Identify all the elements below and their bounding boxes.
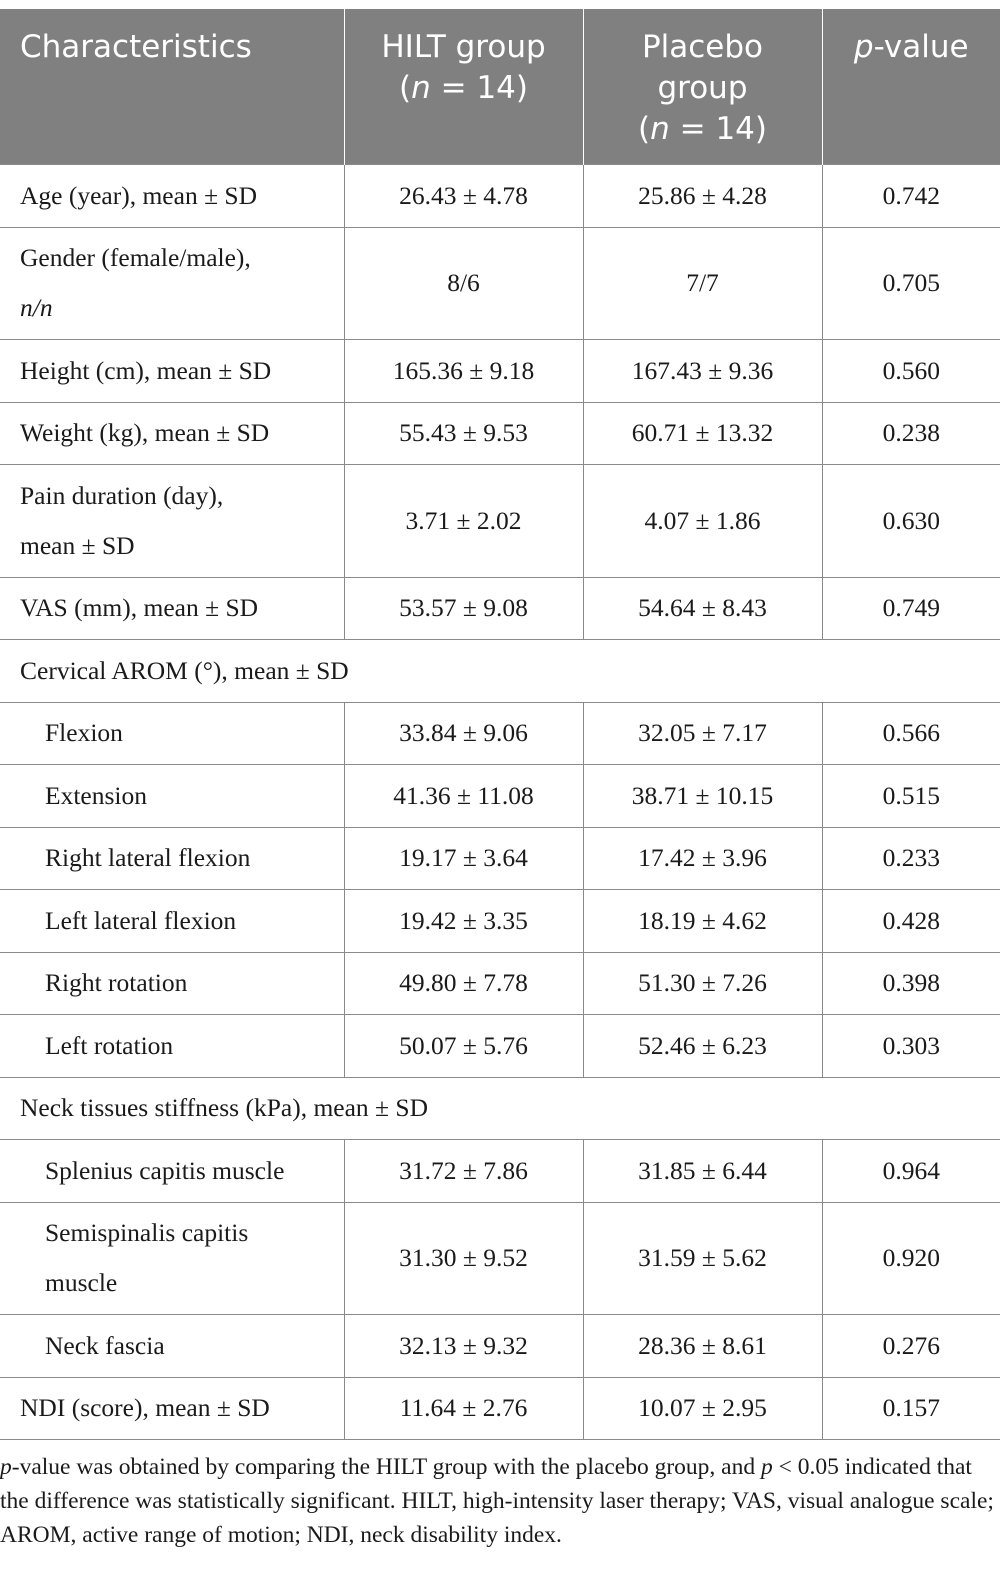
footnote-text1: -value was obtained by comparing the HILT group with the placebo group, and [11, 1454, 761, 1480]
hilt-value: 11.64 ± 2.76 [344, 1377, 583, 1440]
placebo-value: 7/7 [583, 227, 822, 340]
footnote-text2: < 0.05 indicated that the difference was statistically significant. HILT, high-intensity laser therapy; VAS, visual analogue scale; AROM, active range of motion; NDI, neck disability index. [0, 1454, 994, 1548]
placebo-value: 54.64 ± 8.43 [583, 577, 822, 640]
header-p-italic: p [853, 29, 874, 65]
hilt-value: 41.36 ± 11.08 [344, 765, 583, 828]
row-label: Flexion [0, 702, 344, 765]
row-label: Age (year), mean ± SD [0, 165, 344, 228]
placebo-value: 52.46 ± 6.23 [583, 1015, 822, 1078]
footnote-p2: p [760, 1454, 773, 1480]
footnote-p1: p [0, 1454, 12, 1480]
table-row [0, 702, 1000, 765]
table-row [0, 765, 1000, 828]
hilt-value: 50.07 ± 5.76 [344, 1015, 583, 1078]
placebo-value: 28.36 ± 8.61 [583, 1315, 822, 1378]
placebo-value: 32.05 ± 7.17 [583, 702, 822, 765]
table-row [0, 1202, 1000, 1315]
placebo-value: 31.59 ± 5.62 [583, 1202, 822, 1315]
row-label: Splenius capitis muscle [0, 1140, 344, 1203]
hilt-value: 32.13 ± 9.32 [344, 1315, 583, 1378]
p-value: 0.157 [822, 1377, 1000, 1440]
hilt-value: 31.30 ± 9.52 [344, 1202, 583, 1315]
hilt-value: 53.57 ± 9.08 [344, 577, 583, 640]
p-value: 0.233 [822, 827, 1000, 890]
header-placebo-group: Placebo group (n = 14) [583, 9, 822, 165]
hilt-value: 55.43 ± 9.53 [344, 402, 583, 465]
table-row [0, 577, 1000, 640]
placebo-value: 51.30 ± 7.26 [583, 952, 822, 1015]
row-label-n: n/n [20, 293, 53, 323]
p-value: 0.428 [822, 890, 1000, 953]
p-value: 0.705 [822, 227, 1000, 340]
header-placebo-n: n [650, 111, 670, 147]
table-row [0, 1140, 1000, 1203]
table-footnote [0, 1450, 1000, 1552]
table-row [0, 890, 1000, 953]
row-label: Height (cm), mean ± SD [0, 340, 344, 403]
row-label: Weight (kg), mean ± SD [0, 402, 344, 465]
placebo-value: 4.07 ± 1.86 [583, 465, 822, 578]
p-value: 0.749 [822, 577, 1000, 640]
p-value: 0.920 [822, 1202, 1000, 1315]
placebo-value: 38.71 ± 10.15 [583, 765, 822, 828]
section-label: Neck tissues stiffness (kPa), mean ± SD [0, 1077, 1000, 1140]
row-label [0, 227, 344, 340]
header-p-value [822, 9, 1000, 165]
placebo-value: 17.42 ± 3.96 [583, 827, 822, 890]
row-label: Left rotation [0, 1015, 344, 1078]
p-value: 0.276 [822, 1315, 1000, 1378]
hilt-value: 3.71 ± 2.02 [344, 465, 583, 578]
header-placebo-line1: Placebo [641, 29, 764, 65]
p-value: 0.303 [822, 1015, 1000, 1078]
table-row [0, 827, 1000, 890]
table-row [0, 227, 1000, 340]
header-row [0, 9, 1000, 165]
table-row [0, 402, 1000, 465]
hilt-value: 165.36 ± 9.18 [344, 340, 583, 403]
placebo-value: 167.43 ± 9.36 [583, 340, 822, 403]
hilt-value: 19.17 ± 3.64 [344, 827, 583, 890]
p-value: 0.560 [822, 340, 1000, 403]
p-value: 0.238 [822, 402, 1000, 465]
row-label: Right rotation [0, 952, 344, 1015]
p-value: 0.566 [822, 702, 1000, 765]
header-characteristics: Characteristics [0, 9, 344, 165]
header-hilt-group: HILT group (n = 14) [344, 9, 583, 165]
row-label: Left lateral flexion [0, 890, 344, 953]
placebo-value: 25.86 ± 4.28 [583, 165, 822, 228]
hilt-value: 26.43 ± 4.78 [344, 165, 583, 228]
section-row-cervical-arom [0, 640, 1000, 703]
p-value: 0.964 [822, 1140, 1000, 1203]
row-label: Right lateral flexion [0, 827, 344, 890]
header-hilt-n: n [411, 70, 431, 106]
table-row [0, 952, 1000, 1015]
table-row [0, 1377, 1000, 1440]
p-value: 0.630 [822, 465, 1000, 578]
table-row [0, 1315, 1000, 1378]
table-row [0, 340, 1000, 403]
placebo-value: 18.19 ± 4.62 [583, 890, 822, 953]
placebo-value: 60.71 ± 13.32 [583, 402, 822, 465]
row-label-text: Gender (female/male), [20, 243, 251, 273]
header-hilt-line1: HILT group [381, 29, 546, 65]
placebo-value: 31.85 ± 6.44 [583, 1140, 822, 1203]
header-p-rest: -value [873, 29, 969, 65]
row-label: Pain duration (day), mean ± SD [0, 465, 344, 578]
section-row-neck-stiffness [0, 1077, 1000, 1140]
hilt-value: 31.72 ± 7.86 [344, 1140, 583, 1203]
table-row [0, 165, 1000, 228]
table-row [0, 1015, 1000, 1078]
hilt-value: 33.84 ± 9.06 [344, 702, 583, 765]
hilt-value: 8/6 [344, 227, 583, 340]
p-value: 0.515 [822, 765, 1000, 828]
row-label: NDI (score), mean ± SD [0, 1377, 344, 1440]
placebo-value: 10.07 ± 2.95 [583, 1377, 822, 1440]
hilt-value: 19.42 ± 3.35 [344, 890, 583, 953]
hilt-value: 49.80 ± 7.78 [344, 952, 583, 1015]
table-row [0, 465, 1000, 578]
row-label: Neck fascia [0, 1315, 344, 1378]
baseline-characteristics-table [0, 9, 1000, 1440]
header-placebo-count: = 14) [669, 111, 767, 147]
p-value: 0.398 [822, 952, 1000, 1015]
row-label: Semispinalis capitis muscle [0, 1202, 344, 1315]
row-label: VAS (mm), mean ± SD [0, 577, 344, 640]
header-hilt-count: = 14) [430, 70, 528, 106]
section-label: Cervical AROM (°), mean ± SD [0, 640, 1000, 703]
row-label: Extension [0, 765, 344, 828]
p-value: 0.742 [822, 165, 1000, 228]
header-placebo-line2: group [657, 70, 748, 106]
